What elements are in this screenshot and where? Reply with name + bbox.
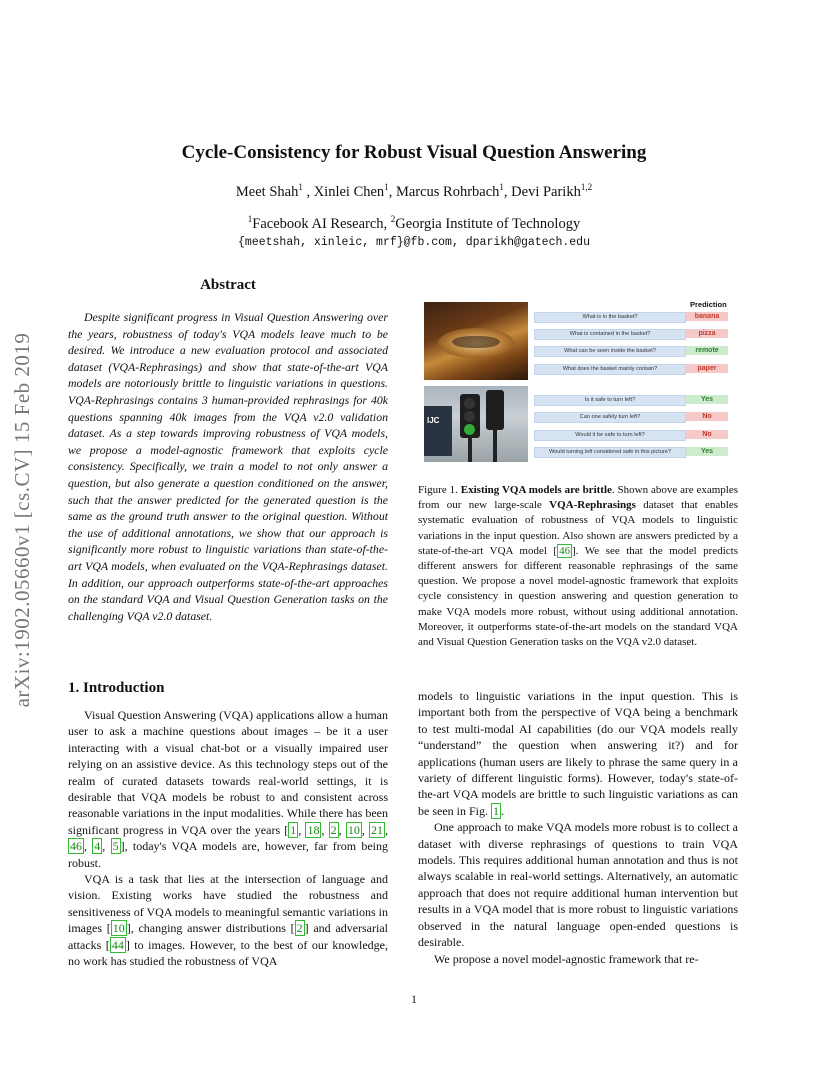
prediction-box: banana xyxy=(686,312,728,321)
affiliation-2: Georgia Institute of Technology xyxy=(395,215,581,232)
citation-link[interactable]: 5 xyxy=(112,839,119,854)
abstract-text: Despite significant progress in Visual Question Answering over the years, robustness of today's VQA models leave much to be desired. We introduce a new evaluation protocol and associated dataset (VQA-Rephrasings) and show that state-of-the-art VQA models are notoriously brittle to linguistic variations in questions. VQA-Rephrasings contains 3 human-provided rephrasings for 40k questions spanning 40k images from the VQA v2.0 validation dataset. As a step towards improving robustness of VQA models, we propose a model-agnostic framework that exploits cycle consistency. Specifically, we train a model to not only answer a question, but also generate a question conditioned on the answer, such that the answer predicted for the generated question is the same as the ground truth answer to the original question. Without the use of additional annotations, we show that our approach is significantly more robust to linguistic variations than state-of-the-art VQA models, when evaluated on the VQA-Rephrasings dataset. In addition, our approach outperforms state-of-the-art approaches on the standard VQA and Visual Question Generation tasks on the challenging VQA v2.0 dataset. xyxy=(68,310,388,623)
prediction-box: remote xyxy=(686,346,728,355)
intro-left-column xyxy=(68,707,388,970)
citation-link[interactable]: 2 xyxy=(296,921,303,936)
question-box: What does the basket mainly contain? xyxy=(534,364,686,375)
question-box: What is contained in the basket? xyxy=(534,329,686,340)
author-affil-sup: 1,2 xyxy=(580,182,593,192)
prediction-box: paper xyxy=(686,364,728,373)
citation-link[interactable]: 21 xyxy=(371,822,384,837)
caption-bold: VQA-Rephrasings xyxy=(549,499,636,512)
paragraph-text: ], today's VQA models are, however, far from being robust. xyxy=(68,839,389,870)
question-box: What can be seen inside the basket? xyxy=(534,346,686,357)
paragraph-text: Visual Question Answering (VQA) applications allow a human user to ask a machine questions about images – be it a user interacting with a visual chat-bot or a visually impaired user relying on an assistive device. As this technology steps out of the realm of curated datasets towards real-world settings, it is desirable that VQA models be robust to and consistent across reasonable variations in the input modalities. While there has been significant progress in VQA over the years [ xyxy=(68,708,388,837)
caption-text: dataset that enables systematic evaluation of robustness of VQA models to linguistic variations in the input question. Also shown are answers predicted by a state-of-the-art VQA model [ xyxy=(418,499,738,557)
affil-sup: 2 xyxy=(390,214,396,224)
basket-photo xyxy=(424,302,528,380)
citation-link[interactable]: 10 xyxy=(347,822,360,837)
prediction-label: Prediction xyxy=(690,300,727,309)
paragraph-text: models to linguistic variations in the input question. This is important both from the perspective of VQA being a benchmark to test multi-modal AI capabilities (do our VQA models really “understand” the question when answering it?) and for applications (human users are likely to phrase the same query in a variety of different linguistic forms). However, today's state-of-the-art VQA models are brittle to such linguistic variations as can be seen in Fig. xyxy=(418,689,738,818)
citation-link[interactable]: 44 xyxy=(111,937,124,952)
question-box: Would turning left considered safe in this picture? xyxy=(534,447,686,458)
prediction-box: No xyxy=(686,412,728,421)
question-box: Is it safe to turn left? xyxy=(534,395,686,406)
caption-text: . Shown above are examples from our new large-scale xyxy=(418,484,739,512)
author-name: Xinlei Chen xyxy=(313,183,385,200)
paragraph-text: VQA is a task that lies at the intersection of language and vision. Existing works have studied the robustness and sensitiveness of VQA models to meaningful semantic variations in images [ xyxy=(68,872,388,936)
author-affil-sup: 1 xyxy=(499,182,504,192)
author-name: Meet Shah xyxy=(235,183,299,200)
intro-right-column xyxy=(418,688,738,967)
section-heading: 1. Introduction xyxy=(68,680,165,696)
question-box: Would it be safe to turn left? xyxy=(534,430,686,441)
page-number: 1 xyxy=(411,992,417,1006)
paragraph xyxy=(68,871,388,969)
caption-text: ]. We see that the model predicts different answers for different reasonable rephrasings of the same question. We propose a novel model-agnostic framework that exploits cycle consistency in question answering and question generation to make VQA models more robust, without using additional annotation. Moreover, it outperforms state-of-the-art models on the standard VQA and Visual Question Generation tasks on the VQA v2.0 dataset. xyxy=(418,544,738,649)
author-affil-sup: 1 xyxy=(298,182,303,192)
paragraph-text: . xyxy=(501,803,504,818)
citation-link[interactable]: 46 xyxy=(559,544,571,557)
prediction-box: Yes xyxy=(686,447,728,456)
paragraph: Visual Question Answering (VQA) applications allow a human user to ask a machine questions about images – be it a user interacting with a visual chat-bot or a visually impaired user relying on an assistive device. As this technology steps out of the realm of curated datasets towards real-world settings, it is desirable that VQA models be robust to and consistent across reasonable variations in the input modalities. While there has been significant progress in VQA over the years [ 1 , 18 , 2 , 10 , 21 , 46 , 4 , 5 ], today's VQA models are, however, far from being robust. xyxy=(68,708,389,870)
author-name: Marcus Rohrbach xyxy=(395,183,500,200)
prediction-box: Yes xyxy=(686,395,728,404)
prediction-box: No xyxy=(686,430,728,439)
figure-caption xyxy=(418,483,738,650)
caption-label: Figure 1. xyxy=(418,484,458,496)
citation-link[interactable]: 10 xyxy=(112,921,125,936)
prediction-box: pizza xyxy=(686,329,728,338)
affiliations xyxy=(0,214,828,233)
paragraph-text: ] and adversarial attacks [ xyxy=(68,921,388,952)
traffic-light-photo: IJC xyxy=(424,386,528,462)
figure-1 xyxy=(424,296,744,466)
question-box: What is in the basket? xyxy=(534,312,686,323)
citation-link[interactable]: 4 xyxy=(94,839,101,854)
caption-bold: Existing VQA models are brittle xyxy=(460,484,612,496)
paragraph-text: ] to images. However, to the best of our knowledge, no work has studied the robustness of VQA xyxy=(68,937,389,969)
citation-link[interactable]: 46 xyxy=(70,839,82,854)
affil-sup: 1 xyxy=(247,214,253,224)
paper-title: Cycle-Consistency for Robust Visual Question Answering xyxy=(181,142,647,163)
author-list: Meet Shah$^1$ , Xinlei Chen$^1$, Marcus Rohrbach$^1$, Devi Parikh$^{1,2}$ xyxy=(235,182,593,200)
figure-link[interactable]: 1 xyxy=(493,803,499,818)
affiliation-1: Facebook AI Research, xyxy=(252,215,391,232)
paragraph: One approach to make VQA models more robust is to collect a dataset with diverse rephrasings of questions to train VQA models. This requires additional human annotation and thus is not always scalable in real-world settings. Alternatively, an automatic approach that does not require additional human intervention but results in a VQA model that is more robust to linguistic variations observed in the natural language open-ended questions is desirable. xyxy=(418,820,738,950)
citation-link[interactable]: 18 xyxy=(307,822,320,837)
author-name: Devi Parikh xyxy=(511,183,581,200)
question-box: Can one safely turn left? xyxy=(534,412,686,423)
abstract-heading: Abstract xyxy=(200,277,256,293)
paragraph-text: ], changing answer distributions [ xyxy=(126,921,295,936)
paragraph xyxy=(418,688,738,819)
paragraph: We propose a novel model-agnostic framework that re- xyxy=(434,951,699,966)
author-emails: {meetshah, xinleic, mrf}@fb.com, dparikh@gatech.edu xyxy=(238,236,590,249)
citation-link[interactable]: 1 xyxy=(290,822,297,837)
citation-link[interactable]: 2 xyxy=(330,822,337,837)
author-affil-sup: 1 xyxy=(384,182,389,192)
arxiv-identifier: arXiv:1902.05660v1 [cs.CV] 15 Feb 2019 xyxy=(10,332,34,708)
